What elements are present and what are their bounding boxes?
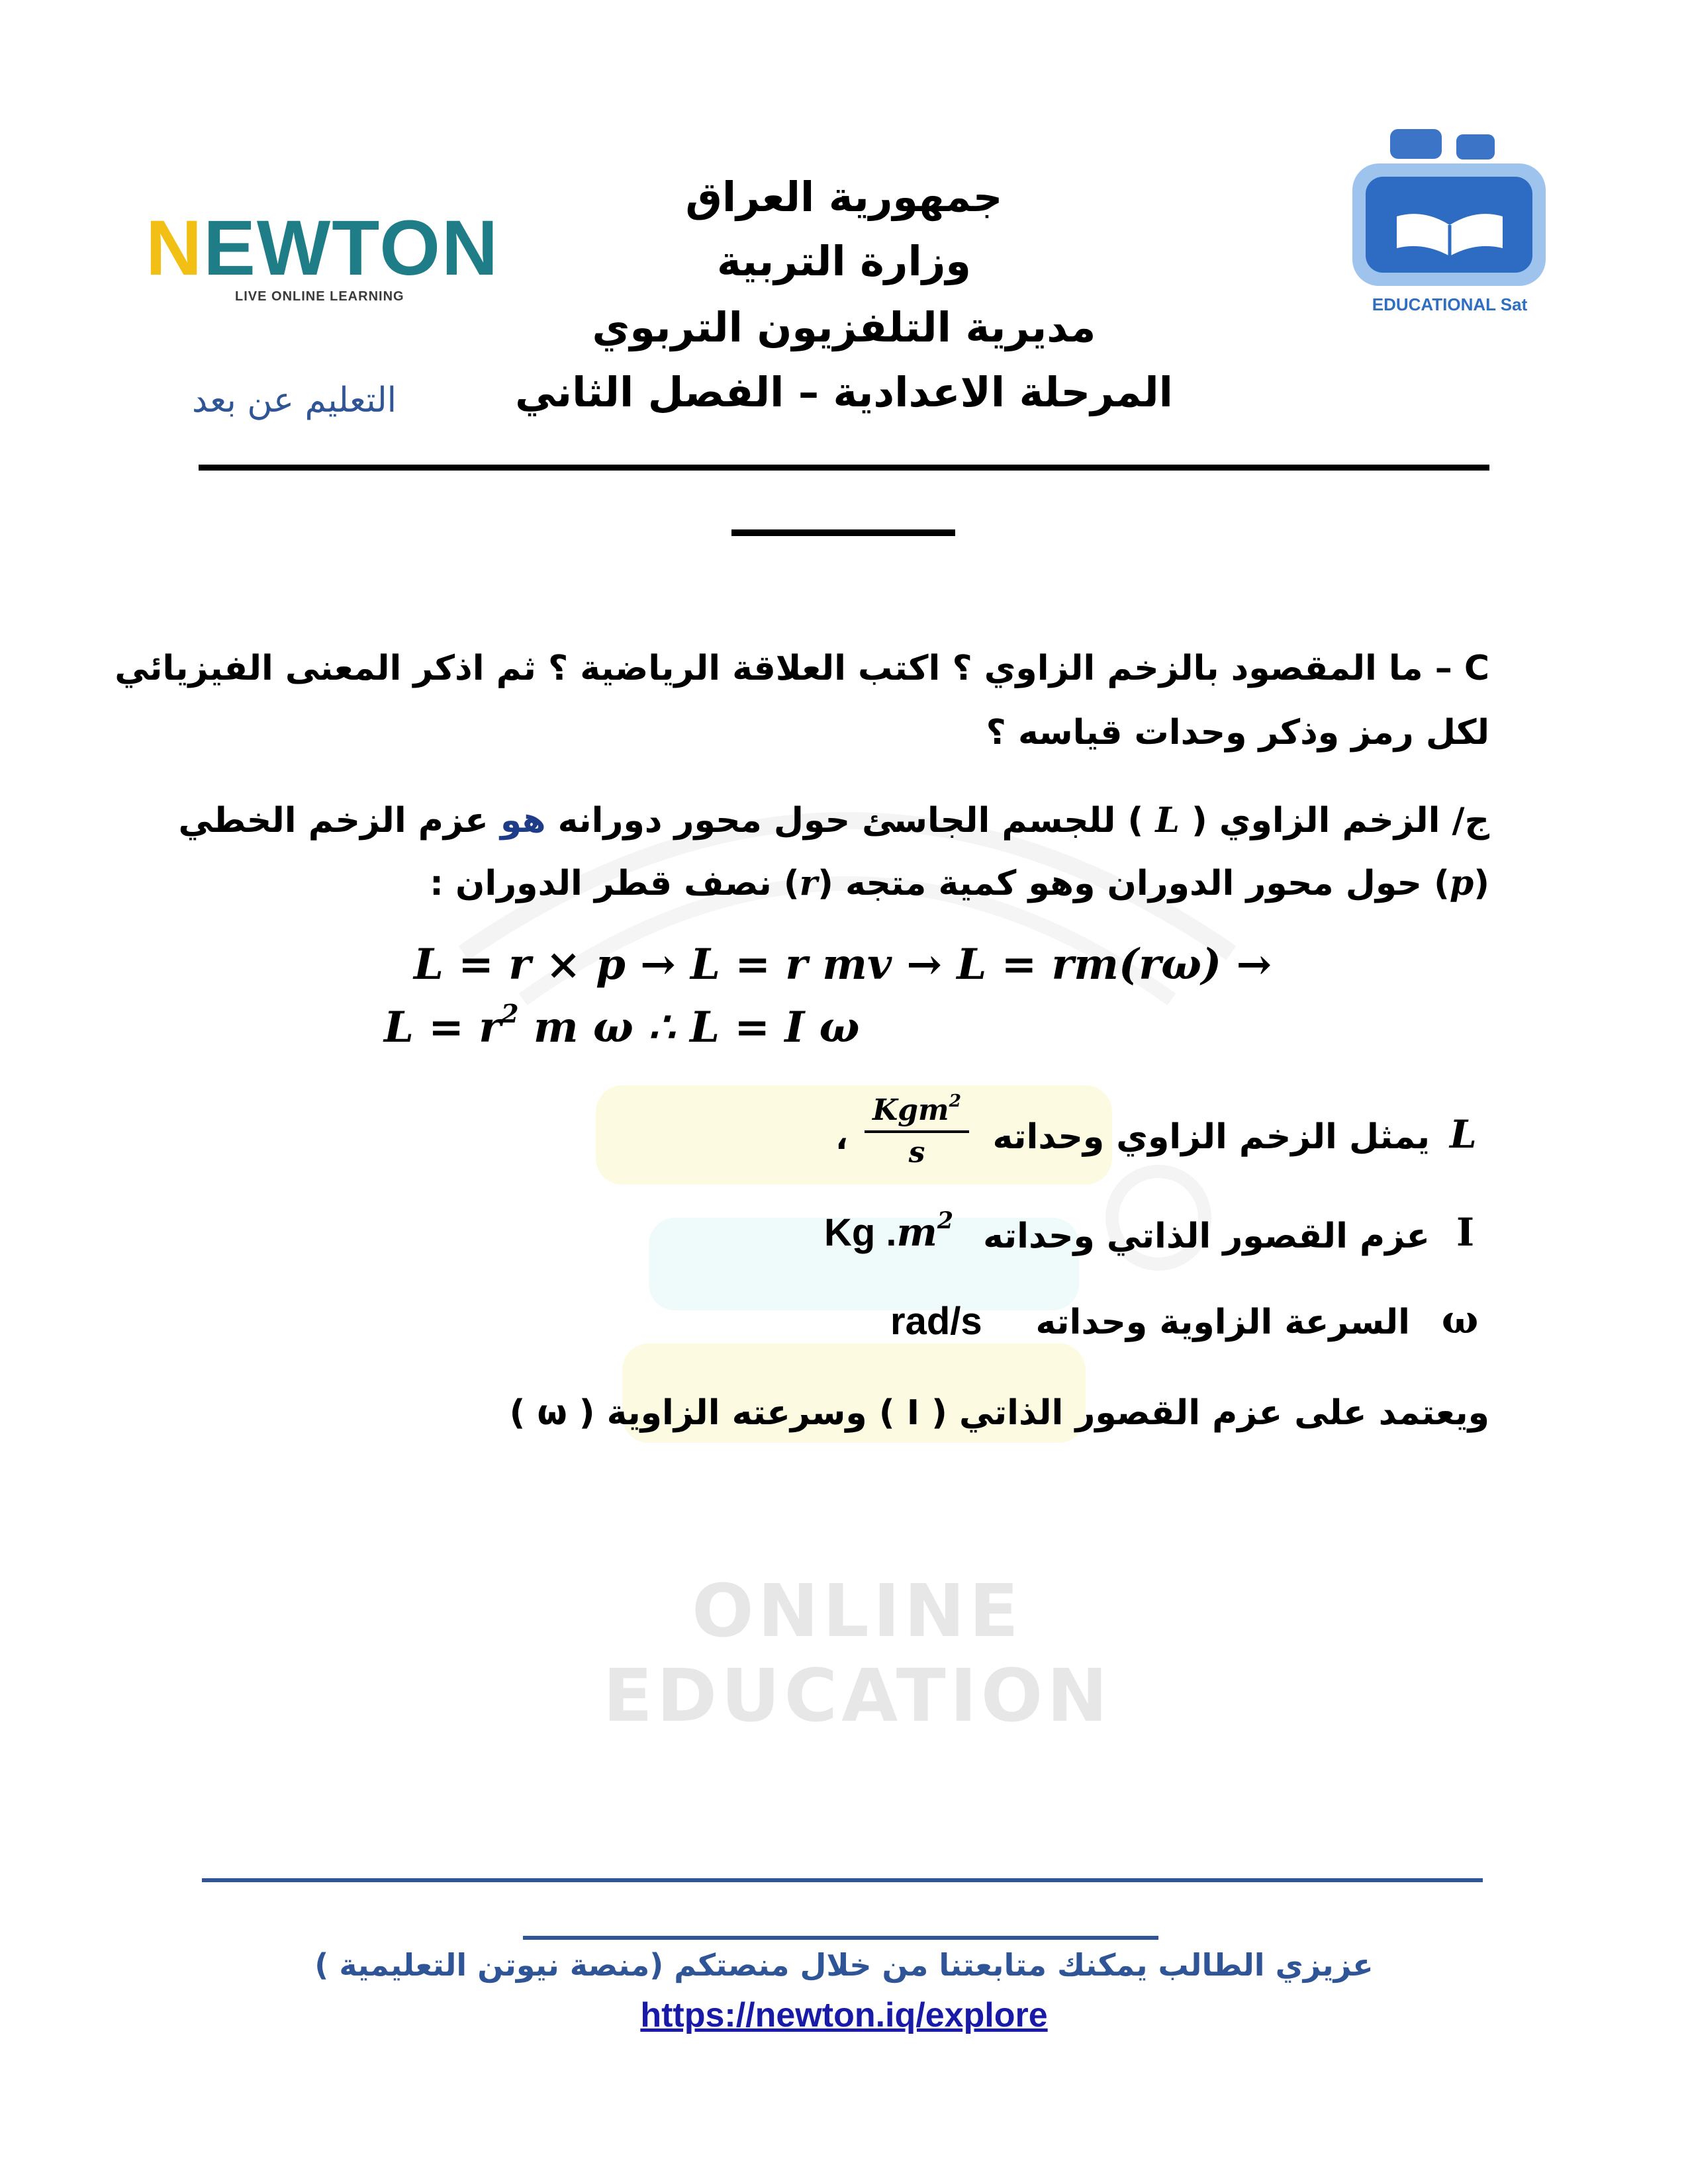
answer-line-2: (p) حول محور الدوران وهو كمية متجه (r) نصف قطر الدوران : <box>430 863 1489 903</box>
question-line-2: لكل رمز وذكر وحدات قياسه ؟ <box>986 713 1489 752</box>
educational-sat-logo <box>1347 129 1552 314</box>
depends-line: ويعتمد على عزم القصور الذاتي ( I ) وسرعته الزاوية ( ω ) <box>509 1393 1489 1433</box>
educational-sat-caption: EDUCATIONAL Sat <box>1372 295 1528 314</box>
question-line-1: C – ما المقصود بالزخم الزاوي ؟ اكتب العلاقة الرياضية ؟ ثم اذكر المعنى الفيزيائي <box>115 649 1489 688</box>
def-omega-text: السرعة الزاوية وحداته <box>1035 1302 1410 1342</box>
remote-learning-label: التعليم عن بعد <box>192 381 397 420</box>
def-I-text: عزم القصور الذاتي وحداته <box>983 1216 1430 1256</box>
newton-tagline: LIVE ONLINE LEARNING <box>235 289 404 304</box>
answer-line-1: ج/ الزخم الزاوي ( L ) للجسم الجاسئ حول محور دورانه هو عزم الزخم الخطي <box>178 800 1489 841</box>
def-I-symbol: I <box>1456 1210 1475 1255</box>
newton-wordmark: NEWTON <box>146 205 500 292</box>
header-republic: جمهورية العراق <box>685 173 1003 221</box>
def-L-unit-fraction: Kgm$^2$ s <box>861 1092 973 1171</box>
header-ministry: وزارة التربية <box>717 237 971 285</box>
tv-book-icon <box>1347 129 1552 295</box>
header-short-rule <box>731 529 955 536</box>
def-omega-unit: rad/s <box>890 1300 982 1343</box>
def-omega-symbol: ω <box>1442 1297 1479 1342</box>
def-L-comma: ، <box>835 1118 848 1157</box>
equation-line-2: $L = r^2$ m ω ∴ L = I ω <box>384 999 860 1052</box>
def-L-symbol: L <box>1450 1112 1477 1157</box>
footer-link[interactable]: https://newton.iq/explore <box>640 1996 1048 2034</box>
footer-text: عزيزي الطالب يمكنك متابعتنا من خلال منصتكم (منصة نيوتن التعليمية ) <box>314 1947 1374 1983</box>
answer-keyword: هو <box>500 801 546 841</box>
watermark-graphic <box>410 715 1284 1655</box>
header-rule <box>199 465 1489 471</box>
equation-line-1: L = r × p → L = r mv → L = rm(rω) → <box>414 940 1272 989</box>
def-I-unit: Kg $.m^2$ <box>824 1206 954 1255</box>
newton-logo <box>146 205 500 308</box>
footer-rule <box>202 1878 1483 1882</box>
def-L-text: يمثل الزخم الزاوي وحداته <box>992 1117 1430 1157</box>
footer-short-rule <box>523 1936 1158 1940</box>
header-directorate: مديرية التلفزيون التربوي <box>592 303 1096 351</box>
header-stage: المرحلة الاعدادية – الفصل الثاني <box>515 368 1173 416</box>
watermark-text: ONLINE EDUCATION <box>602 1569 1112 1738</box>
